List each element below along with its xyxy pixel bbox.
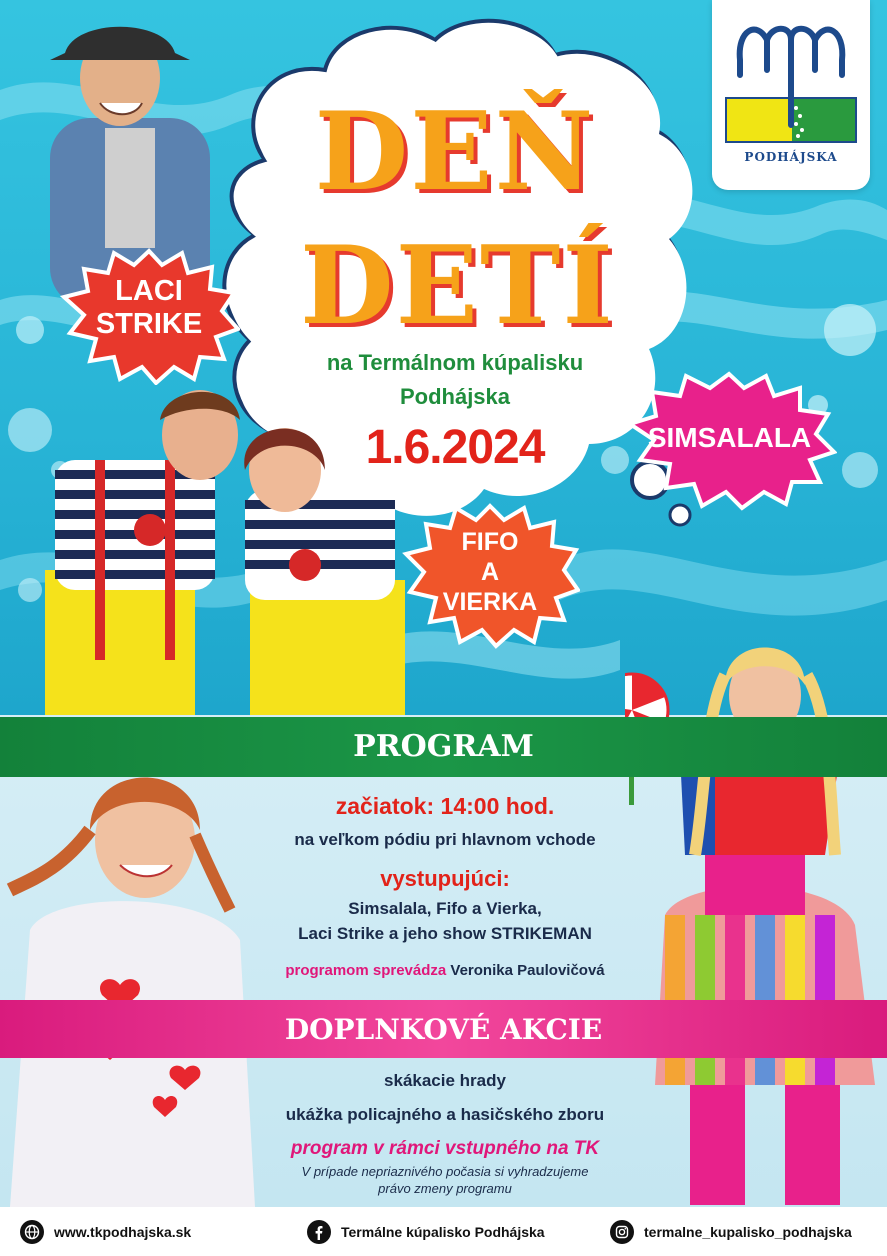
footer-instagram-link[interactable] bbox=[610, 1219, 852, 1245]
badge-laci-line-1: LACI bbox=[115, 275, 183, 307]
weather-disclaimer-1: V prípade nepriaznivého počasia si vyhradzujeme bbox=[301, 1164, 589, 1179]
venue-line-1: na Termálnom kúpalisku bbox=[326, 350, 584, 375]
footer bbox=[0, 1207, 887, 1256]
badge-laci-line-2: STRIKE bbox=[95, 308, 203, 341]
stage-location: na veľkom pódiu pri hlavnom vchode bbox=[294, 830, 596, 849]
title-line-1: DEŇ bbox=[314, 89, 596, 215]
footer-website-link[interactable] bbox=[20, 1219, 191, 1245]
venue-line-2: Podhájska bbox=[399, 384, 511, 409]
program-band bbox=[0, 717, 887, 777]
podhajska-logo[interactable] bbox=[712, 0, 870, 190]
start-time: 14:00 hod. bbox=[440, 793, 555, 819]
program-heading: PROGRAM bbox=[353, 729, 534, 764]
performers-heading: vystupujúci: bbox=[380, 866, 510, 891]
extra-item-1: skákacie hrady bbox=[384, 1071, 506, 1090]
footer-facebook-text: Termálne kúpalisko Podhájska bbox=[341, 1224, 545, 1240]
footer-facebook-link[interactable] bbox=[307, 1219, 545, 1245]
facebook-icon bbox=[307, 1220, 331, 1244]
badge-laci-strike-text bbox=[58, 275, 240, 342]
badge-fifo-line-3: VIERKA bbox=[442, 588, 538, 616]
footer-instagram-text: termalne_kupalisko_podhajska bbox=[644, 1224, 852, 1240]
extras-heading: DOPLNKOVÉ AKCIE bbox=[284, 1013, 603, 1046]
performers-line-1: Simsalala, Fifo a Vierka, bbox=[348, 899, 542, 918]
extras-band bbox=[0, 1000, 887, 1058]
performers-line-2: Laci Strike a jeho show STRIKEMAN bbox=[298, 924, 592, 943]
start-label: začiatok: bbox=[335, 793, 435, 819]
extra-item-2: ukážka policajného a hasičského zboru bbox=[285, 1105, 605, 1124]
performer-fifo-a-vierka-photo bbox=[35, 380, 405, 715]
badge-fifo-text bbox=[400, 527, 580, 617]
badge-simsalala-text: SIMSALALA bbox=[647, 422, 812, 453]
moderator-label: programom sprevádza bbox=[285, 962, 447, 979]
footer-website-text: www.tkpodhajska.sk bbox=[54, 1224, 192, 1240]
weather-disclaimer-2: právo zmeny programu bbox=[378, 1181, 512, 1196]
start-row bbox=[230, 793, 660, 820]
admission-note: program v rámci vstupného na TK bbox=[290, 1138, 600, 1159]
logo-name: PODHÁJSKA bbox=[744, 150, 838, 164]
fountain-logo-icon bbox=[712, 0, 870, 150]
event-date: 1.6.2024 bbox=[365, 421, 545, 474]
performer-simsalala-photo bbox=[625, 615, 887, 1205]
moderator-row bbox=[210, 962, 680, 979]
globe-icon bbox=[20, 1220, 44, 1244]
instagram-icon bbox=[610, 1220, 634, 1244]
title-line-2: DETÍ bbox=[300, 223, 615, 349]
badge-fifo-line-1: FIFO bbox=[461, 528, 519, 556]
moderator-name: Veronika Paulovičová bbox=[450, 962, 605, 979]
badge-fifo-line-2: A bbox=[480, 558, 500, 586]
